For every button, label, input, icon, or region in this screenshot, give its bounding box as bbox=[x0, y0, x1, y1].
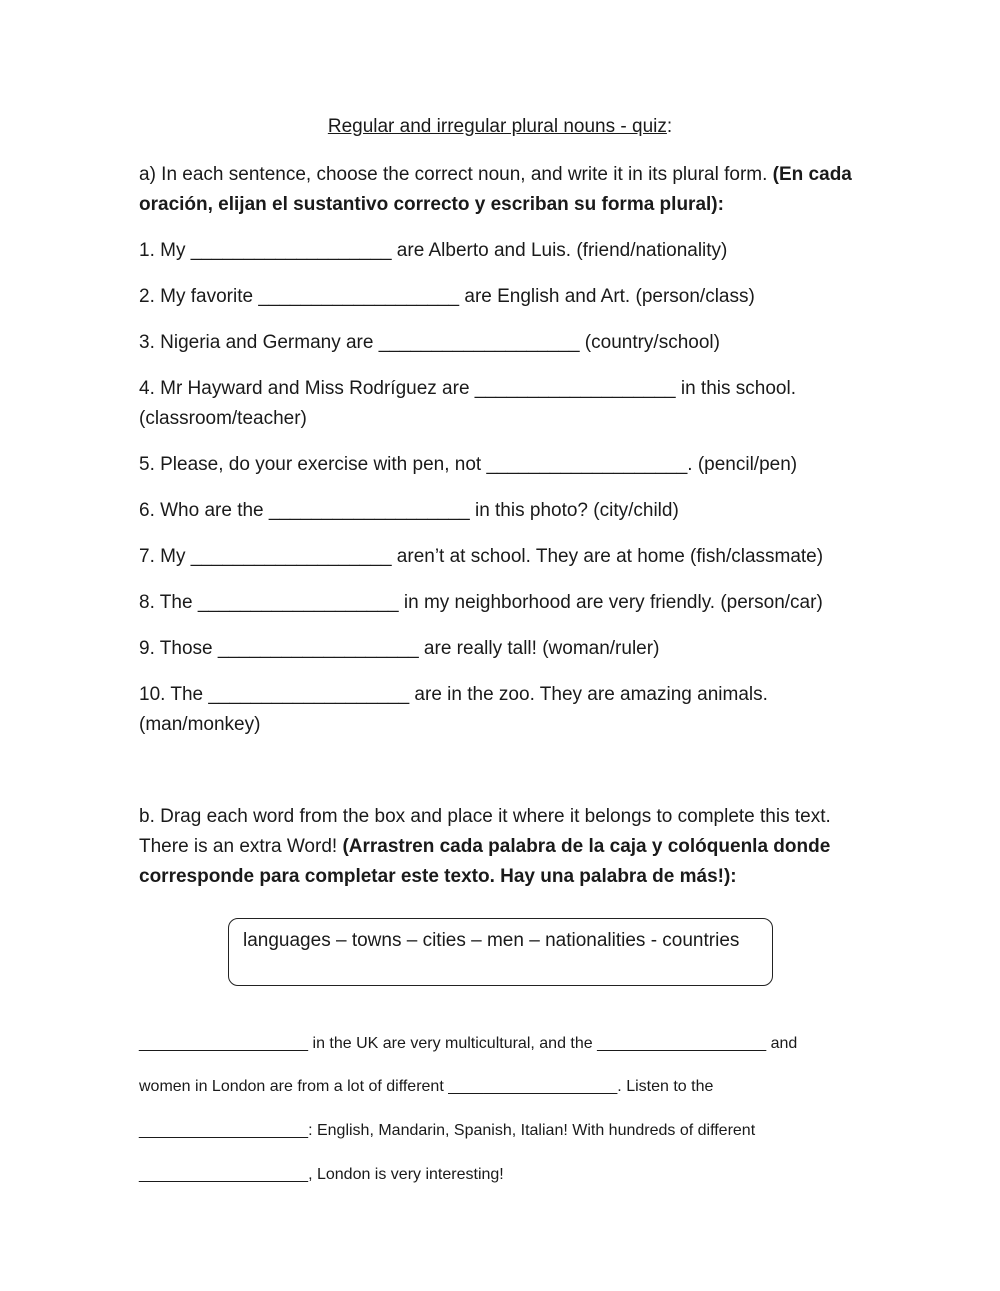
page-title bbox=[0, 116, 1000, 138]
drop-blank[interactable]: ___________________ bbox=[597, 1035, 767, 1052]
title-colon: : bbox=[666, 116, 673, 137]
question-text: are English and Art. (person/class) bbox=[459, 286, 755, 307]
word-bank[interactable]: languages – towns – cities – men – nationalities - countries bbox=[243, 930, 740, 951]
question-text: 1. My bbox=[139, 240, 191, 261]
text-segment: women in London are from a lot of different bbox=[139, 1078, 449, 1095]
question-text: 8. The bbox=[139, 592, 198, 613]
question-text: 3. Nigeria and Germany are bbox=[139, 332, 379, 353]
question-9 bbox=[139, 634, 879, 664]
part-a-instruction bbox=[139, 160, 869, 220]
text-segment: , London is very interesting! bbox=[308, 1166, 504, 1183]
question-3 bbox=[139, 328, 879, 358]
question-text: in my neighborhood are very friendly. (person/car) bbox=[398, 592, 823, 613]
word-box bbox=[228, 918, 773, 986]
answer-blank-1[interactable]: ___________________ bbox=[190, 240, 392, 261]
text-line-1 bbox=[139, 1035, 797, 1053]
question-5 bbox=[139, 450, 879, 480]
text-segment: : English, Mandarin, Spanish, Italian! With hundreds of different bbox=[308, 1122, 756, 1139]
question-text: 2. My favorite bbox=[139, 286, 259, 307]
text-line-4 bbox=[139, 1166, 504, 1184]
answer-blank-2[interactable]: ___________________ bbox=[258, 286, 460, 307]
question-text: 7. My bbox=[139, 546, 191, 567]
answer-blank-5[interactable]: ___________________ bbox=[486, 454, 688, 475]
question-text: in this school. bbox=[675, 378, 796, 399]
answer-blank-6[interactable]: ___________________ bbox=[268, 500, 470, 521]
text-segment: . Listen to the bbox=[617, 1078, 714, 1095]
text-segment: and bbox=[766, 1035, 798, 1052]
drop-blank[interactable]: ___________________ bbox=[139, 1035, 309, 1052]
question-8 bbox=[139, 588, 879, 618]
question-continuation: (man/monkey) bbox=[139, 714, 261, 735]
part-b-instruction-en: b. Drag each word from the box and place it where it belongs to complete this text. There is an extra Word! bbox=[139, 806, 831, 857]
answer-blank-10[interactable]: ___________________ bbox=[208, 684, 410, 705]
part-a-instruction-en: a) In each sentence, choose the correct noun, and write it in its plural form. bbox=[139, 164, 773, 185]
question-text: 9. Those bbox=[139, 638, 218, 659]
part-a-instruction-es: (En cada oración, elijan el sustantivo correcto y escriban su forma plural): bbox=[139, 164, 852, 215]
question-text: are Alberto and Luis. (friend/nationality) bbox=[391, 240, 728, 261]
question-continuation: (classroom/teacher) bbox=[139, 408, 307, 429]
question-4 bbox=[139, 374, 879, 434]
answer-blank-8[interactable]: ___________________ bbox=[197, 592, 399, 613]
drop-blank[interactable]: ___________________ bbox=[139, 1166, 309, 1183]
part-b-instruction bbox=[139, 802, 874, 892]
question-text: are really tall! (woman/ruler) bbox=[418, 638, 660, 659]
question-text: 10. The bbox=[139, 684, 209, 705]
answer-blank-9[interactable]: ___________________ bbox=[217, 638, 419, 659]
text-segment: in the UK are very multicultural, and the bbox=[308, 1035, 598, 1052]
question-text: are in the zoo. They are amazing animals. bbox=[409, 684, 768, 705]
drop-blank[interactable]: ___________________ bbox=[448, 1078, 618, 1095]
answer-blank-7[interactable]: ___________________ bbox=[190, 546, 392, 567]
question-text: 6. Who are the bbox=[139, 500, 269, 521]
question-10 bbox=[139, 680, 879, 740]
question-text: 5. Please, do your exercise with pen, not bbox=[139, 454, 487, 475]
title-text: Regular and irregular plural nouns - quiz bbox=[327, 116, 667, 137]
drop-blank[interactable]: ___________________ bbox=[139, 1122, 309, 1139]
answer-blank-3[interactable]: ___________________ bbox=[378, 332, 580, 353]
question-text: . (pencil/pen) bbox=[687, 454, 798, 475]
question-text: aren’t at school. They are at home (fish/classmate) bbox=[391, 546, 824, 567]
question-1 bbox=[139, 236, 879, 266]
question-text: (country/school) bbox=[579, 332, 720, 353]
answer-blank-4[interactable]: ___________________ bbox=[474, 378, 676, 399]
question-2 bbox=[139, 282, 879, 312]
question-text: in this photo? (city/child) bbox=[469, 500, 679, 521]
text-line-3 bbox=[139, 1122, 755, 1140]
question-6 bbox=[139, 496, 879, 526]
text-line-2 bbox=[139, 1078, 713, 1096]
question-text: 4. Mr Hayward and Miss Rodríguez are bbox=[139, 378, 475, 399]
part-b-instruction-es: (Arrastren cada palabra de la caja y colóquenla donde corresponde para completar este texto. Hay una palabra de más!): bbox=[139, 836, 831, 887]
question-7 bbox=[139, 542, 879, 572]
